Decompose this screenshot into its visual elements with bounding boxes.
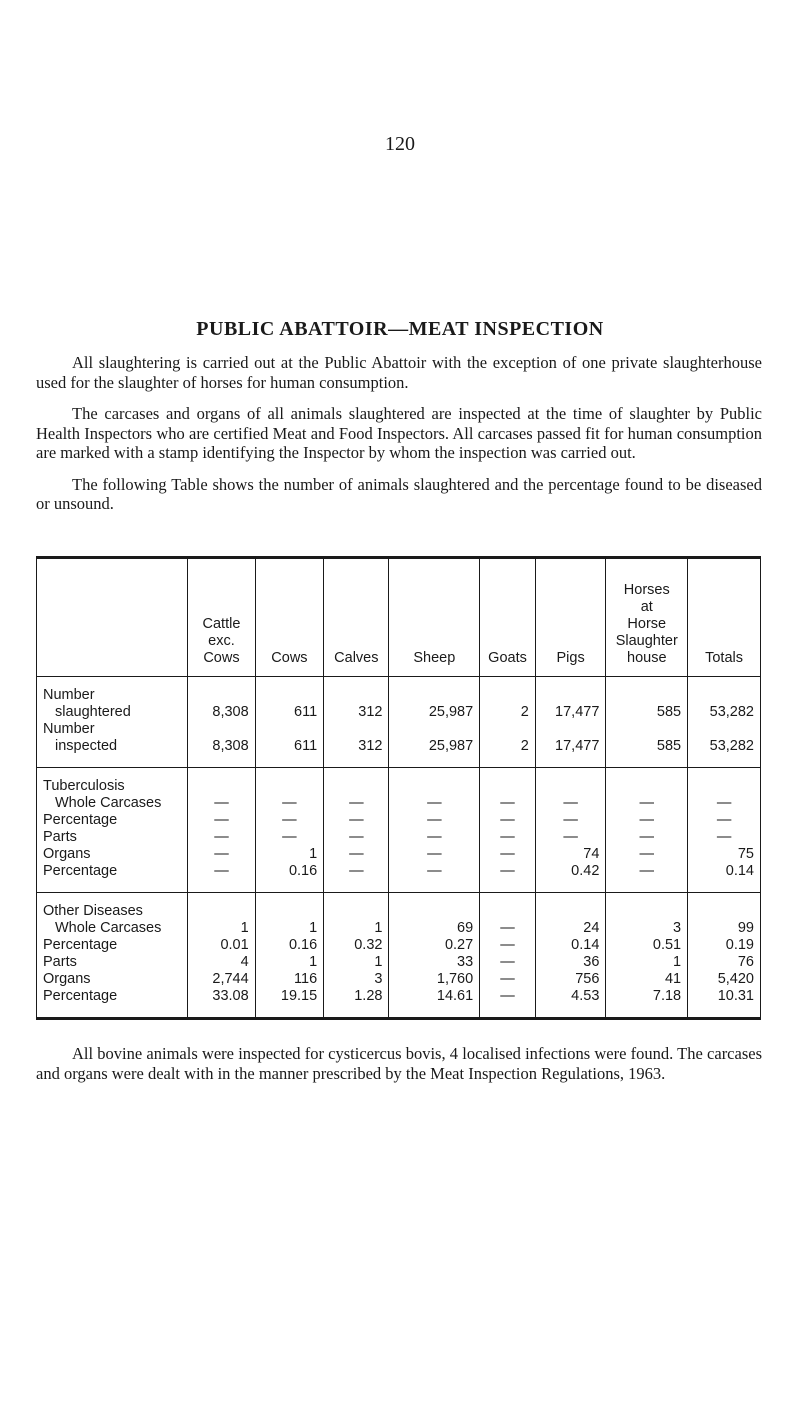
row-label: slaughtered [55,704,131,720]
table-value: 19.15 [280,988,318,1004]
table-value [194,903,248,920]
table-value [694,687,754,704]
row-labels [37,893,188,1019]
data-cell-column [188,893,255,1019]
table-value: 0.01 [220,937,249,953]
table-value: 0.16 [288,937,318,953]
table-value: 611 [294,704,318,720]
data-cell-column [255,768,324,893]
table-value [395,778,473,795]
table-value [542,721,600,738]
table-value: — [349,829,364,845]
data-cell-column [480,677,536,768]
table-value: — [427,863,442,879]
paragraph: All slaughtering is carried out at the Public Abattoir with the exception of one private slaughterhouse used for the slaughter of horses for human consumption. [36,353,762,392]
column-header-line: Goats [488,650,527,666]
table-value: — [427,829,442,845]
column-header-line: Cattle [202,616,241,632]
table-value: — [639,863,654,879]
table-value: — [563,812,578,828]
table-value: 1 [309,954,318,970]
table-value: — [500,829,515,845]
table-value: — [639,829,654,845]
table-value: — [349,795,364,811]
table-value: — [282,795,297,811]
table-value: 99 [737,920,754,936]
column-header [255,558,324,677]
data-cell-column [688,768,761,893]
table-value [262,903,318,920]
table-value: — [639,795,654,811]
table-value: 1.28 [354,988,383,1004]
table-value: 0.16 [288,863,318,879]
table-value: 8,308 [212,738,249,754]
table-value [194,687,248,704]
table-value [330,687,382,704]
table-value: 76 [737,954,754,970]
data-cell-column [480,768,536,893]
row-labels [37,677,188,768]
table-value [694,778,754,795]
inspection-table [36,556,761,1020]
paragraph: The following Table shows the number of animals slaughtered and the percentage found to be diseased or unsound. [36,474,762,513]
data-cell-column [480,893,536,1019]
table-value [612,687,681,704]
table-value: — [282,812,297,828]
column-header [480,558,536,677]
column-header-line: Slaughter [615,633,678,649]
table-value [395,687,473,704]
table-value: 36 [583,954,600,970]
row-label: Other Diseases [43,903,143,919]
table-value: 1 [309,846,318,862]
table-value: 1,760 [436,971,474,987]
table-value: — [214,829,229,845]
table-value: 3 [374,971,383,987]
data-cell-column [324,768,389,893]
table-section-row [37,893,761,1019]
table-value: — [500,988,515,1004]
column-header-line: Pigs [556,650,585,666]
column-header [688,558,761,677]
data-cell-column [255,677,324,768]
table-value: 75 [737,846,754,862]
data-cell-column [606,893,688,1019]
table-value: — [214,795,229,811]
table-value: — [214,863,229,879]
table-value: — [500,812,515,828]
table-value [330,778,382,795]
table-value: 69 [457,920,474,936]
table-value [694,721,754,738]
column-header-line: Sheep [413,650,456,666]
column-header-line: at [640,599,653,615]
column-header-line: exc. [208,633,235,649]
table-value: — [427,812,442,828]
table-value: — [500,920,515,936]
table-value [262,778,318,795]
data-cell-column [255,893,324,1019]
table-value: 312 [358,704,383,720]
table-value: 10.31 [717,988,754,1004]
table-value: 4.53 [571,988,600,1004]
column-header-line: Horse [627,616,667,632]
column-header-line: Cows [203,650,240,666]
page-title: PUBLIC ABATTOIR—MEAT INSPECTION [196,318,604,340]
table-value [612,721,681,738]
table-value: — [500,795,515,811]
column-header [606,558,688,677]
table-value: 3 [673,920,682,936]
table-value: 1 [309,920,318,936]
table-value: 0.32 [354,937,383,953]
column-header-line: Totals [705,650,743,666]
table-header-row [37,558,761,677]
table-value: — [716,829,732,845]
table-value: 2,744 [212,971,249,987]
data-cell-column [324,893,389,1019]
table-value: 585 [656,738,682,754]
column-header [389,558,480,677]
table-value [612,778,681,795]
column-header-line: Cows [271,650,308,666]
data-cell-column [188,677,255,768]
table-value: 312 [358,738,383,754]
row-label: Percentage [43,988,118,1004]
table-value [486,903,529,920]
table-value: 8,308 [212,704,249,720]
column-header-line: Horses [623,582,670,598]
column-header [324,558,389,677]
table-value: 0.19 [725,937,754,953]
row-label: Whole Carcases [55,795,162,811]
table-value: — [500,846,515,862]
table-value: 611 [294,738,318,754]
table-value: — [716,812,732,828]
table-value: 5,420 [717,971,754,987]
table-value: 2 [520,738,529,754]
table-value: 0.14 [571,937,600,953]
table-value: 116 [294,971,318,987]
column-header-line: house [627,650,667,666]
table-value: 33.08 [212,988,249,1004]
data-cell-column [688,677,761,768]
table-value [395,721,473,738]
table-value: 1 [240,920,249,936]
table-value: 0.14 [725,863,754,879]
table-value [542,778,600,795]
data-cell-column [535,768,606,893]
table-value [612,903,681,920]
table-value [694,903,754,920]
table-section-row [37,768,761,893]
row-label: Number [43,721,95,737]
table-value: 0.27 [444,937,474,953]
header-cell-blank [37,558,188,677]
row-label: Percentage [43,812,118,828]
table-section-row [37,677,761,768]
table-value: 7.18 [652,988,682,1004]
table-value: 2 [520,704,529,720]
data-cell-column [535,893,606,1019]
table-value [262,721,318,738]
row-label: Percentage [43,937,118,953]
table-value [486,687,529,704]
page-number: 120 [385,133,415,155]
row-label: Tuberculosis [43,778,125,794]
table-value [486,721,529,738]
data-cell-column [324,677,389,768]
table-value: — [349,846,364,862]
table-value [486,778,529,795]
table-value: 756 [575,971,600,987]
data-cell-column [606,677,688,768]
table-value [194,721,248,738]
data-cell-column [389,893,480,1019]
table-value [194,778,248,795]
table-value: 33 [457,954,474,970]
table-value: 1 [374,920,383,936]
column-header [188,558,255,677]
table-value: — [500,971,515,987]
table-value: — [500,954,515,970]
data-cell-column [188,768,255,893]
data-cell-column [688,893,761,1019]
row-label: Organs [43,971,91,987]
column-header-line: Calves [334,650,379,666]
row-label: inspected [55,738,118,754]
table-value: 74 [583,846,600,862]
column-header [535,558,606,677]
row-labels [37,768,188,893]
table-value: 0.42 [571,863,600,879]
table-value: 17,477 [555,738,600,754]
table-value [542,903,600,920]
footer-paragraph: All bovine animals were inspected for cysticercus bovis, 4 localised infections were found. The carcases and organs were dealt with in the manner prescribed by the Meat Inspection Regulations, 1963. [36,1044,762,1083]
table-value: — [639,846,654,862]
row-label: Parts [43,954,77,970]
table-value [542,687,600,704]
table-value: — [716,795,732,811]
table-value: 53,282 [709,704,754,720]
row-label: Whole Carcases [55,920,162,936]
intro-paragraphs [36,353,762,526]
table-value: — [349,812,364,828]
table-value: — [500,863,515,879]
row-label: Parts [43,829,77,845]
table-value: — [282,829,297,845]
table-value: — [214,846,229,862]
table-value [330,903,382,920]
data-cell-column [606,768,688,893]
row-label: Organs [43,846,91,862]
paragraph: The carcases and organs of all animals slaughtered are inspected at the time of slaughter by Public Health Inspectors who are certified Meat and Food Inspectors. All carcases passed fit for human consumption are marked with a stamp identifying the Inspector by whom the inspection was carried out. [36,404,762,462]
table-value: — [563,795,578,811]
column-header-line [43,650,181,667]
row-label: Number [43,687,95,703]
table-value: — [349,863,364,879]
table-value [395,903,473,920]
table-value: — [214,812,229,828]
table-value: — [427,795,442,811]
table-value: 53,282 [709,738,754,754]
table-value: 25,987 [428,738,474,754]
table-value: 4 [240,954,249,970]
table-value: 17,477 [555,704,600,720]
table-value: — [639,812,654,828]
table-value: 25,987 [428,704,474,720]
table-value: — [500,937,515,953]
table-value: 0.51 [652,937,682,953]
table-value: — [427,846,442,862]
table-value [330,721,382,738]
row-label: Percentage [43,863,118,879]
table-value: 1 [673,954,682,970]
table-value [262,687,318,704]
table-value: 585 [656,704,682,720]
table-value: — [563,829,578,845]
data-cell-column [535,677,606,768]
table-value: 41 [664,971,682,987]
table-value: 14.61 [436,988,474,1004]
data-cell-column [389,677,480,768]
table-value: 24 [583,920,600,936]
table-value: 1 [374,954,383,970]
data-cell-column [389,768,480,893]
